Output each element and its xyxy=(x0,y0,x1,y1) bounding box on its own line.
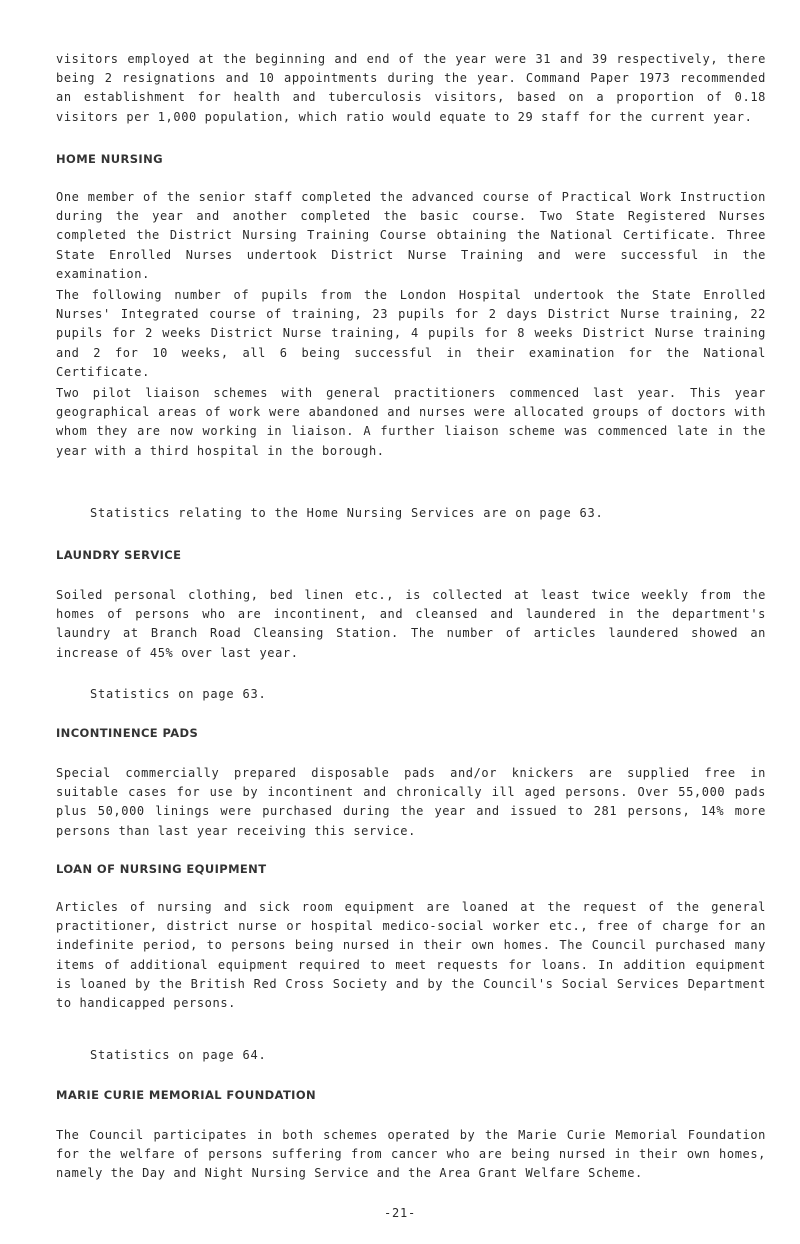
home-nursing-paragraph-1: One member of the senior staff completed the advanced course of Practical Work Instruction during the year and another completed the basic course. Two State Registered Nurses completed the District Nursing Training Course obtaining the National Certificate. Three State Enrolled Nurses undertook District Nurse Training and were successful in the examination. xyxy=(56,190,766,281)
marie-curie-heading: MARIE CURIE MEMORIAL FOUNDATION xyxy=(56,1088,317,1102)
laundry-service-paragraph: Soiled personal clothing, bed linen etc., is collected at least twice weekly from the homes of persons who are incontinent, and cleansed and laundered in the department's laundry at Branch Road Cleansing Station. The number of articles laundered showed an increase of 45% over last year. xyxy=(56,588,766,660)
home-nursing-statistics: Statistics relating to the Home Nursing Services are on page 63. xyxy=(90,506,604,520)
incontinence-pads-heading: INCONTINENCE PADS xyxy=(56,726,199,740)
page-number: -21- xyxy=(383,1206,417,1220)
home-nursing-paragraph-3: Two pilot liaison schemes with general practitioners commenced last year. This year geographical areas of work were abandoned and nurses were allocated groups of doctors with whom they are now working in liaison. A further liaison scheme was commenced late in the year with a third hospital in the borough. xyxy=(56,386,766,458)
marie-curie-paragraph: The Council participates in both schemes operated by the Marie Curie Memorial Foundation for the welfare of persons suffering from cancer who are being nursed in their own homes, namely the Day and Night Nursing Service and the Area Grant Welfare Scheme. xyxy=(56,1128,766,1181)
loan-of-nursing-equipment-statistics: Statistics on page 64. xyxy=(90,1048,267,1062)
home-nursing-paragraph-2: The following number of pupils from the London Hospital undertook the State Enrolled Nurses' Integrated course of training, 23 pupils for 2 days District Nurse training, 22 pupils for 2 weeks District Nurse training, 4 pupils for 8 weeks District Nurse training and 2 for 10 weeks, all 6 being successful in their examination for the National Certificate. xyxy=(56,288,766,379)
home-nursing-heading: HOME NURSING xyxy=(56,152,163,166)
incontinence-pads-paragraph: Special commercially prepared disposable pads and/or knickers are supplied free in suitable cases for use by incontinent and chronically ill aged persons. Over 55,000 pads plus 50,000 linings were purchased during the year and issued to 281 persons, 14% more persons than last year receiving this service. xyxy=(56,766,766,838)
loan-of-nursing-equipment-heading: LOAN OF NURSING EQUIPMENT xyxy=(56,862,267,876)
loan-of-nursing-equipment-paragraph: Articles of nursing and sick room equipment are loaned at the request of the general practitioner, district nurse or hospital medico-social worker etc., free of charge for an indefinite period, to persons being nursed in their own homes. The Council purchased many items of additional equipment required to meet requests for loans. In addition equipment is loaned by the British Red Cross Society and by the Council's Social Services Department to handicapped persons. xyxy=(56,900,766,1011)
intro-paragraph: visitors employed at the beginning and end of the year were 31 and 39 respectively, there being 2 resignations and 10 appointments during the year. Command Paper 1973 recommended an establishment for health and tuberculosis visitors, based on a proportion of 0.18 visitors per 1,000 population, which ratio would equate to 29 staff for the current year. xyxy=(56,52,766,124)
laundry-service-heading: LAUNDRY SERVICE xyxy=(56,548,182,562)
laundry-service-statistics: Statistics on page 63. xyxy=(90,687,267,701)
